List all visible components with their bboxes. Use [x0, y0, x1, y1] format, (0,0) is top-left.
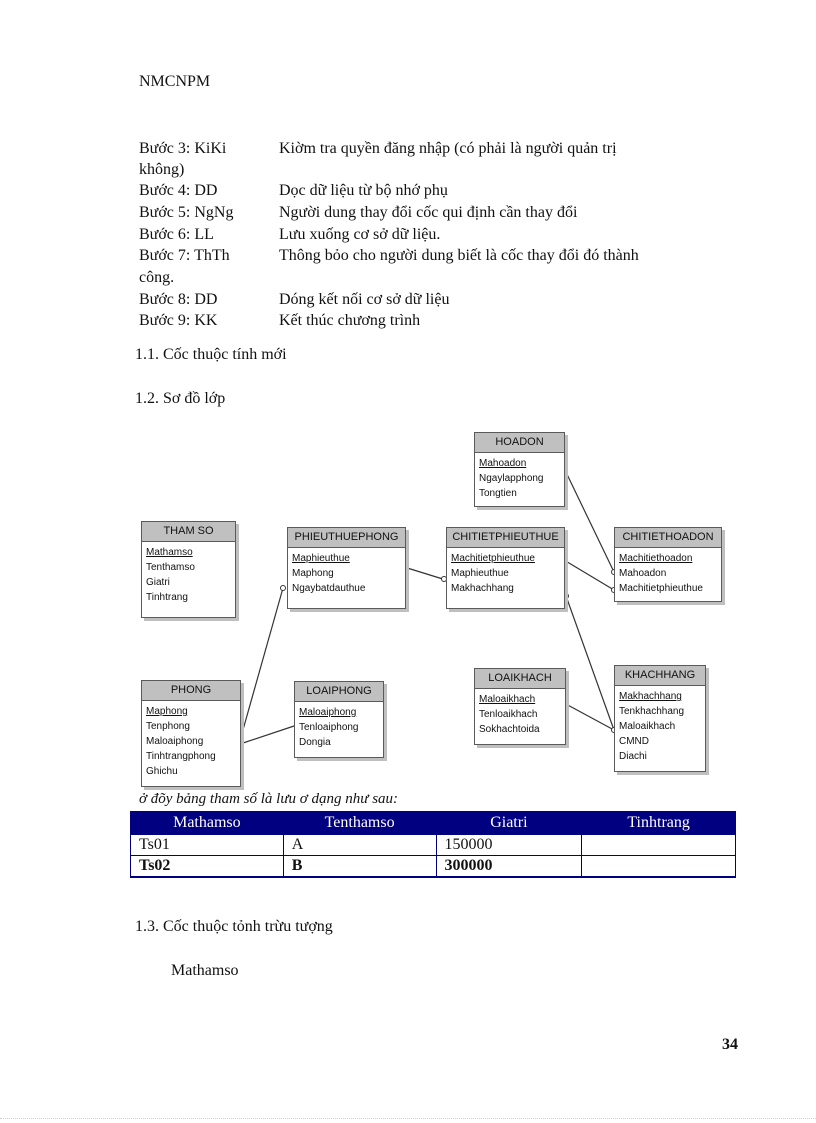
class-box-phong [141, 680, 241, 787]
step-label: Bước 3: KiKi [139, 140, 227, 157]
column-header: Tenthamso [283, 812, 436, 835]
class-attribute: Machitiethoadon [619, 553, 693, 564]
class-attribute: Mahoadon [479, 458, 527, 469]
class-name: CHITIETPHIEUTHUE [447, 528, 564, 548]
page-number: 34 [722, 1036, 738, 1053]
column-header: Tinhtrang [582, 812, 736, 835]
table-header-row [131, 812, 736, 835]
table-row [131, 835, 736, 856]
class-attribute: Mahoadon [619, 568, 667, 579]
class-attribute: Sokhachtoida [479, 724, 540, 735]
step-text: Người dung thay đổi cốc qui định cần thay đổi [279, 204, 578, 221]
association-line [563, 466, 614, 572]
class-attribute: Maphong [292, 568, 334, 579]
step-label: Bước 9: KK [139, 312, 218, 329]
table-cell: Ts02 [131, 856, 284, 878]
attribute-name: Mathamso [171, 962, 239, 979]
class-attribute: Maloaikhach [619, 721, 676, 732]
class-name: LOAIPHONG [295, 682, 383, 702]
class-name: PHONG [142, 681, 240, 701]
association-line [566, 596, 614, 730]
class-box-phieuthuephong [287, 527, 406, 609]
class-attribute: Maloaikhach [479, 694, 536, 705]
section-heading-1-1: 1.1. Cốc thuộc tính mới [135, 346, 287, 363]
class-name: HOADON [475, 433, 564, 453]
step-text: Kết thúc chương trình [279, 312, 421, 329]
table-cell [582, 856, 736, 878]
class-attribute: Dongia [299, 737, 331, 748]
step-label: Bước 7: ThTh [139, 247, 230, 264]
class-name: PHIEUTHUEPHONG [288, 528, 405, 548]
step-label: Bước 4: DD [139, 182, 218, 199]
class-attribute: Tongtien [479, 488, 517, 499]
class-box-loaikhach [474, 668, 566, 745]
class-attribute: Mathamso [146, 547, 193, 558]
class-attribute: Tenphong [146, 721, 190, 732]
step-label: Bước 8: DD [139, 291, 218, 308]
step-text: Dóng kết nối cơ sở dữ liệu [279, 291, 450, 308]
class-name: CHITIETHOADON [615, 528, 721, 548]
class-attribute: CMND [619, 736, 649, 747]
step-label: công. [139, 269, 175, 286]
class-attribute: Machitietphieuthue [619, 583, 703, 594]
table-cell: Ts01 [131, 835, 284, 856]
class-attribute: Diachi [619, 751, 647, 762]
class-name: KHACHHANG [615, 666, 705, 686]
class-box-hoadon [474, 432, 565, 507]
section-heading-1-2: 1.2. Sơ đồ lớp [135, 390, 226, 407]
table-row [131, 856, 736, 878]
table-cell: B [283, 856, 436, 878]
section-heading-1-3: 1.3. Cốc thuộc tỏnh trừu tượng [135, 918, 333, 935]
class-attribute: Tinhtrang [146, 592, 188, 603]
step-text: Lưu xuống cơ sở dữ liệu. [279, 226, 441, 243]
column-header: Mathamso [131, 812, 284, 835]
association-line [564, 560, 614, 590]
class-attribute: Ngaylapphong [479, 473, 544, 484]
step-text: Thông bỏo cho người dung biết là cốc thay đổi đó thành [279, 247, 639, 264]
table-cell [582, 835, 736, 856]
class-attribute: Maphieuthue [292, 553, 350, 564]
step-label: Bước 6: LL [139, 226, 214, 243]
table-cell: 300000 [436, 856, 582, 878]
column-header: Giatri [436, 812, 582, 835]
class-attribute: Maloaiphong [299, 707, 357, 718]
class-attribute: Giatri [146, 577, 170, 588]
class-box-loaiphong [294, 681, 384, 758]
class-attribute: Tinhtrangphong [146, 751, 216, 762]
class-attribute: Machitietphieuthue [451, 553, 535, 564]
class-attribute: Tenthamso [146, 562, 195, 573]
page-bottom-divider [0, 1118, 816, 1119]
class-attribute: Maphong [146, 706, 188, 717]
class-attribute: Ghichu [146, 766, 178, 777]
class-attribute: Tenloaikhach [479, 709, 538, 720]
class-attribute: Tenkhachhang [619, 706, 685, 717]
class-name: LOAIKHACH [475, 669, 565, 689]
class-attribute: Makhachhang [619, 691, 682, 702]
association-line [239, 588, 283, 744]
table-caption: ở đõy bảng tham số là lưu ơ dạng như sau: [139, 791, 399, 807]
class-attribute: Maloaiphong [146, 736, 204, 747]
class-attribute: Ngaybatdauthue [292, 583, 366, 594]
step-text: Dọc dữ liệu từ bộ nhớ phụ [279, 182, 448, 199]
parameter-table [130, 811, 736, 878]
class-box-tham-so [141, 521, 236, 618]
class-attribute: Makhachhang [451, 583, 514, 594]
class-box-khachhang [614, 665, 706, 772]
table-cell: 150000 [436, 835, 582, 856]
class-attribute: Maphieuthue [451, 568, 509, 579]
class-attribute: Tenloaiphong [299, 722, 359, 733]
class-box-chitiethoadon [614, 527, 722, 602]
class-box-chitietphieuthue [446, 527, 565, 609]
document-header: NMCNPM [139, 73, 211, 90]
association-line [404, 567, 446, 580]
association-line [240, 726, 294, 744]
step-text: Kiờm tra quyền đăng nhập (có phải là người quản trị [279, 140, 617, 157]
association-end-marker [281, 586, 286, 591]
association-line [564, 703, 614, 730]
step-label: không) [139, 161, 185, 178]
table-cell: A [283, 835, 436, 856]
step-label: Bước 5: NgNg [139, 204, 234, 221]
class-name: THAM SO [142, 522, 235, 542]
